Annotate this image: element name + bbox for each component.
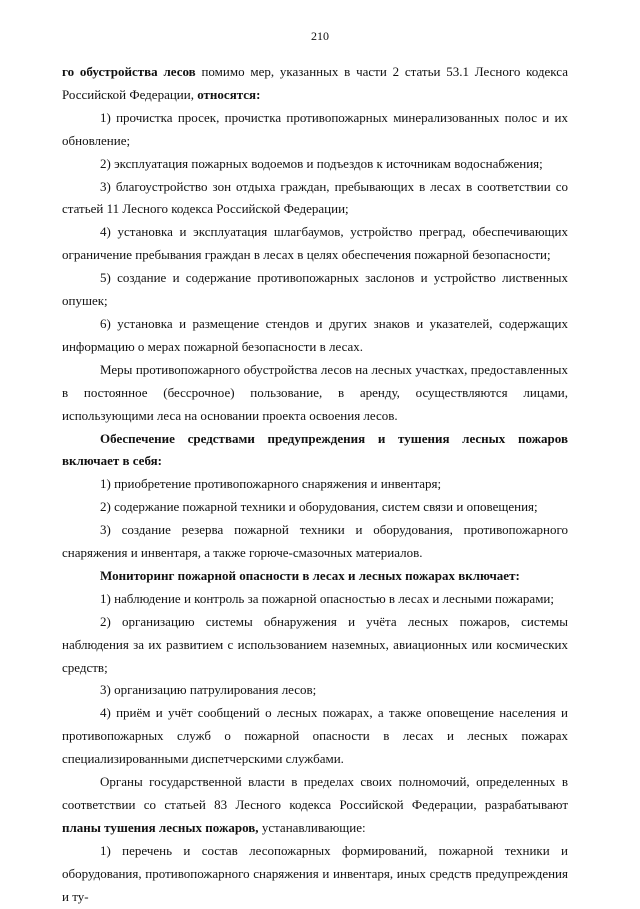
text-run: 4) установка и эксплуатация шлагбаумов, устройство преград, обеспечивающих ограничение пребывания граждан в лесах в целях обеспечения пожарной безопасности; (62, 224, 568, 263)
text-run: 4) приём и учёт сообщений о лесных пожарах, а также оповещение населения и противопожарных служб о пожарной опасности в лесах и лесных пожарах специализированными диспетчерскими службами. (62, 705, 568, 767)
paragraph (62, 153, 568, 176)
page-number: 210 (311, 29, 329, 43)
paragraph (62, 496, 568, 519)
text-run: 1) перечень и состав лесопожарных формирований, пожарной техники и оборудования, противопожарного снаряжения и инвентаря, иных средств предупреждения и ту- (62, 842, 568, 904)
text-run: 2) содержание пожарной техники и оборудования, систем связи и оповещения; (100, 499, 538, 515)
paragraph (62, 473, 568, 496)
bold-text: Обеспечение средствами предупреждения и тушения лесных пожаров включает в себя: (62, 430, 568, 469)
paragraph (62, 428, 568, 474)
bold-text: го обустройства лесов (62, 64, 196, 79)
paragraph (62, 267, 568, 313)
paragraph (62, 565, 568, 588)
bold-text: планы тушения лесных пожаров, (62, 819, 259, 835)
text-run: 3) благоустройство зон отдыха граждан, пребывающих в лесах в соответствии со статьей 11 Лесного кодекса Российской Федерации; (62, 178, 568, 217)
paragraph (62, 313, 568, 359)
paragraph (62, 176, 568, 222)
bold-text: относятся: (197, 86, 261, 102)
document-body (62, 61, 568, 909)
text-run: Органы государственной власти в пределах своих полномочий, определенных в соответствии со статьей 83 Лесного кодекса Российской Федерации, разрабатывают (62, 774, 568, 812)
text-run: помимо мер, указанных в части 2 статьи 53.1 Лесного кодекса Российской Федерации, (62, 64, 568, 102)
text-run: 3) организацию патрулирования лесов; (100, 682, 317, 698)
paragraph (62, 611, 568, 680)
bold-text: Мониторинг пожарной опасности в лесах и лесных пожарах включает: (100, 567, 520, 583)
text-run: 5) создание и содержание противопожарных заслонов и устройство лиственных опушек; (62, 270, 568, 309)
text-run: 3) создание резерва пожарной техники и оборудования, противопожарного снаряжения и инвентаря, а также горюче-смазочных материалов. (62, 522, 568, 561)
text-run: 2) эксплуатация пожарных водоемов и подъездов к источникам водоснабжения; (100, 155, 543, 171)
paragraph (62, 359, 568, 428)
paragraph (62, 840, 568, 909)
paragraph (62, 588, 568, 611)
text-run: 1) прочистка просек, прочистка противопожарных минерализованных полос и их обновление; (62, 109, 568, 148)
text-run: 1) приобретение противопожарного снаряжения и инвентаря; (100, 476, 442, 492)
text-run: 1) наблюдение и контроль за пожарной опасностью в лесах и лесными пожарами; (100, 590, 554, 606)
text-run: устанавливающие: (258, 819, 366, 835)
paragraph (62, 107, 568, 153)
paragraph (62, 702, 568, 771)
paragraph (62, 519, 568, 565)
paragraph (62, 679, 568, 702)
paragraph (62, 61, 568, 107)
text-run: Меры противопожарного обустройства лесов на лесных участках, предоставленных в постоянное (бессрочное) пользование, в аренду, осуществляются лицами, использующими леса на основании проекта освоения лесов. (62, 361, 568, 423)
text-run: 2) организацию системы обнаружения и учёта лесных пожаров, системы наблюдения за их развитием с использованием наземных, авиационных или космических средств; (62, 613, 568, 675)
paragraph (62, 221, 568, 267)
text-run: 6) установка и размещение стендов и других знаков и указателей, содержащих информацию о мерах пожарной безопасности в лесах. (62, 315, 568, 354)
paragraph (62, 771, 568, 840)
